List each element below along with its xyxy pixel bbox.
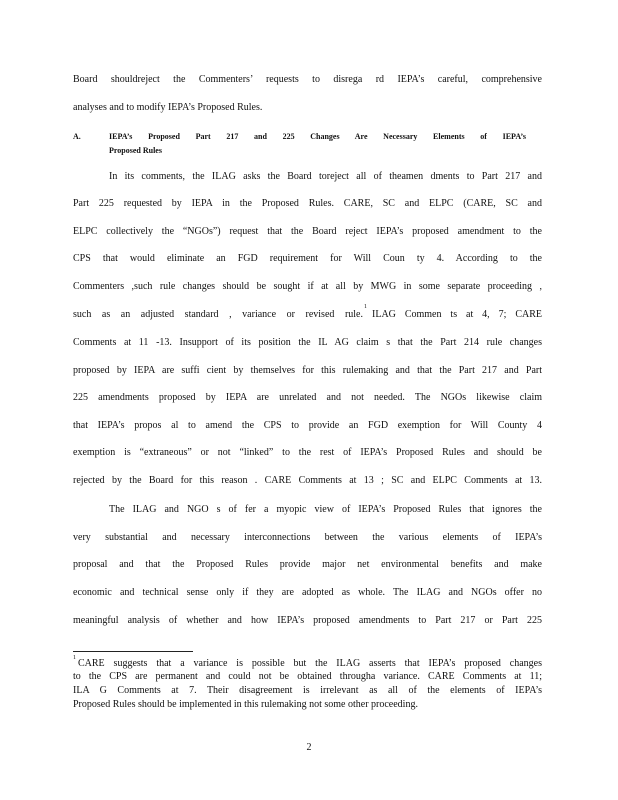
body-text-line: ELPC collectively the “NGOs”) request that the Board reject IEPA’s proposed amendment to the — [73, 226, 542, 237]
body-text-line: proposed by IEPA are suffi cient by themselves for this rulemaking and that the Part 217 and Part — [73, 365, 542, 376]
footnote-separator — [73, 651, 193, 652]
body-text-line: 225 amendments proposed by IEPA are unrelated and not needed. The NGOs likewise claim — [73, 392, 542, 403]
body-text-line: economic and technical sense only if they are adopted as whole. The ILAG and NGOs offer no — [73, 587, 542, 598]
page-number: 2 — [306, 742, 312, 753]
body-text-line: rejected by the Board for this reason . CARE Comments at 13 ; SC and ELPC Comments at 13. — [73, 475, 542, 486]
body-text-line: In its comments, the ILAG asks the Board toreject all of theamen dments to Part 217 and — [109, 171, 542, 182]
body-text-line: proposal and that the Proposed Rules provide major net environmental benefits and make — [73, 559, 542, 570]
footnote-text-line: ILA G Comments at 7. Their disagreement is irrelevant as all of the elements of IEPA’s — [73, 685, 542, 696]
footnote-text-line: CARE suggests that a variance is possible but the ILAG asserts that IEPA’s proposed changes — [78, 658, 542, 669]
body-text-line: ILAG Commen ts at 4, 7; CARE — [372, 309, 542, 320]
section-heading-line: IEPA’s Proposed Part 217 and 225 Changes Are Necessary Elements of IEPA’s — [109, 132, 526, 141]
body-text-line: such as an adjusted standard , variance or revised rule. — [73, 309, 363, 320]
body-text-line: meaningful analysis of whether and how IEPA’s proposed amendments to Part 217 or Part 225 — [73, 615, 542, 626]
section-heading-line: Proposed Rules — [109, 146, 162, 155]
body-text-line: analyses and to modify IEPA’s Proposed Rules. — [73, 102, 263, 113]
body-text-line: exemption is “extraneous” or not “linked” to the rest of IEPA’s Proposed Rules and should be — [73, 447, 542, 458]
footnote-text-line: Proposed Rules should be implemented in this rulemaking not some other proceeding. — [73, 699, 418, 710]
section-heading-marker: A. — [73, 132, 81, 141]
body-text-line: that IEPA’s propos al to amend the CPS to provide an FGD exemption for Will County 4 — [73, 420, 542, 431]
body-text-line: Commenters ,such rule changes should be sought if at all by MWG in some separate proceeding , — [73, 281, 542, 292]
body-text-line: very substantial and necessary interconnections between the various elements of IEPA’s — [73, 532, 542, 543]
footnote-marker: 1 — [73, 655, 76, 661]
body-text-line: CPS that would eliminate an FGD requirement for Will Coun ty 4. According to the — [73, 253, 542, 264]
body-text-line: The ILAG and NGO s of fer a myopic view of IEPA’s Proposed Rules that ignores the — [109, 504, 542, 515]
body-text-line: Comments at 11 -13. Insupport of its position the IL AG claim s that the Part 214 rule changes — [73, 337, 542, 348]
footnote-reference: 1 — [364, 304, 367, 310]
body-text-line: Part 225 requested by IEPA in the Proposed Rules. CARE, SC and ELPC (CARE, SC and — [73, 198, 542, 209]
body-text-line: Board shouldreject the Commenters’ requests to disrega rd IEPA’s careful, comprehensive — [73, 74, 542, 85]
footnote-text-line: to the CPS are permanent and could not be obtained througha variance. CARE Comments at 11; — [73, 671, 542, 682]
